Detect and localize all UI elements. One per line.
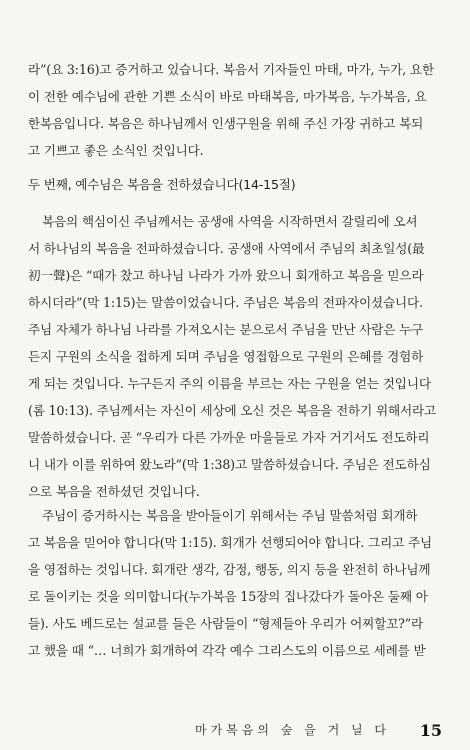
p2-line-8: (롬 10:13). 주님께서는 자신이 세상에 오신 것은 복음을 전하기 위해서라고 xyxy=(28,403,437,418)
p2-line-3: 初一聲)은 “때가 찼고 하나님 나라가 가까 왔으니 회개하고 복음을 믿으라 xyxy=(28,268,424,283)
p3-line-2: 고 복음을 믿어야 합니다(막 1:15). 회개가 선행되어야 합니다. 그리고 주님 xyxy=(28,535,433,550)
p2-line-1: 복음의 핵심이신 주님께서는 공생애 사역을 시작하면서 갈릴리에 오셔 xyxy=(42,214,418,229)
page-footer xyxy=(0,716,470,738)
p1-line-4: 고 기쁘고 좋은 소식인 것입니다. xyxy=(28,143,204,158)
paragraph-3 xyxy=(28,502,440,664)
p2-line-2: 서 하나님의 복음을 전파하셨습니다. 공생애 사역에서 주님의 최초일성(最 xyxy=(28,241,425,256)
p2-line-10: 니 내가 이를 위하여 왔노라”(막 1:38)고 말씀하셨습니다. 주님은 전도하심 xyxy=(28,457,431,472)
p3-line-6: 고 했을 때 “… 너희가 회개하여 각각 예수 그리스도의 이름으로 세례를 받 xyxy=(28,643,426,658)
p3-line-4: 로 돌이키는 것을 의미합니다(누가복음 15장의 집나갔다가 돌아온 둘째 아 xyxy=(28,589,428,604)
p3-line-3: 을 영접하는 것입니다. 회개란 생각, 감정, 행동, 의지 등을 완전히 하나님께 xyxy=(28,562,431,577)
p1-line-2: 이 전한 예수님에 관한 기쁜 소식이 바로 마태복음, 마가복음, 누가복음, 요 xyxy=(28,89,427,104)
p1-line-1: 라”(요 3:16)고 증거하고 있습니다. 복음서 기자들인 마태, 마가, 누가, 요한 xyxy=(28,62,434,77)
p2-line-11: 으로 복음을 전하셨던 것입니다. xyxy=(28,484,200,499)
p2-line-4: 하시더라”(막 1:15)는 말씀이었습니다. 주님은 복음의 전파자이셨습니다. xyxy=(28,295,423,310)
p2-line-7: 게 되는 것입니다. 누구든지 주의 이름을 부르는 자는 구원을 얻는 것입니다 xyxy=(28,376,431,391)
paragraph-1 xyxy=(28,56,440,164)
page-number: 15 xyxy=(419,721,442,740)
p1-line-3: 한복음입니다. 복음은 하나님께서 인생구원을 위해 주신 가장 귀하고 복되 xyxy=(28,116,424,131)
section-heading: 두 번째, 예수님은 복음을 전하셨습니다(14-15절) xyxy=(28,177,296,192)
p2-line-9: 말씀하셨습니다. 곧 “우리가 다른 가까운 마을들로 가자 거기서도 전도하리 xyxy=(28,430,430,445)
paragraph-2 xyxy=(28,208,440,505)
p3-line-5: 들). 사도 베드로는 설교를 들은 사람들이 “형제들아 우리가 어찌할꼬?”라 xyxy=(28,616,424,631)
running-title: 마가복음의 숲 을 거 닐 다 xyxy=(195,723,390,737)
p2-line-5: 주님 자체가 하나님 나라를 가져오시는 분으로서 주님을 만난 사람은 누구 xyxy=(28,322,424,337)
p2-line-6: 든지 구원의 소식을 접하게 되며 주님을 영접함으로 구원의 은혜를 경험하 xyxy=(28,349,424,364)
p3-line-1: 주님이 증거하시는 복음을 받아들이기 위해서는 주님 말씀처럼 회개하 xyxy=(42,508,418,523)
